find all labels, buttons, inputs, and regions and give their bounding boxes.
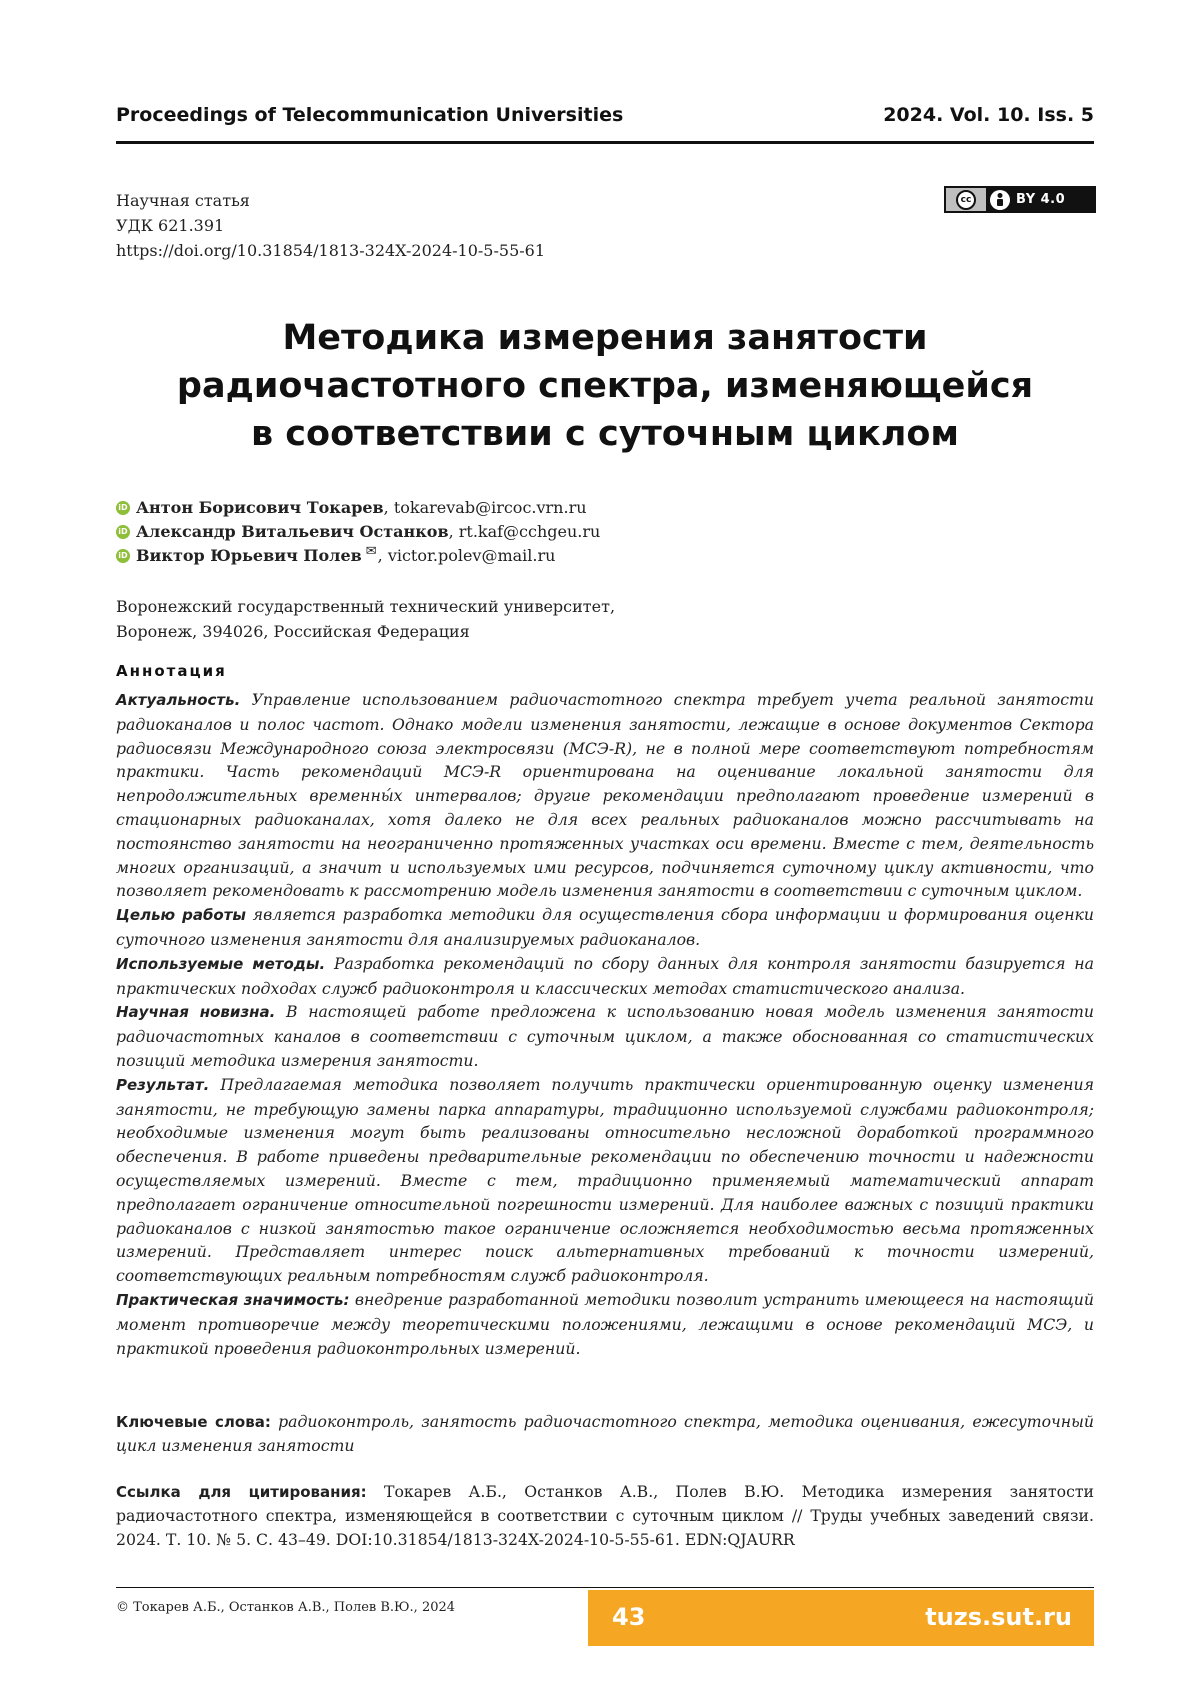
abstract-paragraph	[116, 1073, 1094, 1288]
abstract-text: Разработка рекомендаций по сбору данных для контроля занятости базируется на практических подходах служб радиоконтроля и классических методах статистического анализа.	[116, 953, 1094, 998]
keywords-label: Ключевые слова:	[116, 1413, 271, 1431]
header-divider	[116, 141, 1094, 144]
title-line: в соответствии с суточным циклом	[250, 414, 960, 454]
author-email[interactable]: victor.polev@mail.ru	[387, 546, 556, 565]
abstract-label: Целью работы	[116, 906, 246, 925]
cc-license-badge[interactable]	[944, 186, 1096, 213]
abstract-text: Управление использованием радиочастотного спектра требует учета реальной занятости радиоканалов и полос частот. Однако модели изменения занятости, лежащие в основе документов Сектора радиосвязи Международного союза электросвязи (МСЭ-R), не в полной мере соответствуют потребностям практики. Часть рекомендаций МСЭ-R ориентирована на оценивание локальной занятости для непродолжительных временны́х интервалов; другие рекомендации предполагают проведение измерений в стационарных радиоканалах, хотя далеко не для всех реальных радиоканалов можно рассчитывать на постоянство занятости на неограниченно протяженных участках оси времени. Вместе с тем, деятельность многих организаций, а значит и используемых ими ресурсов, подчиняется суточному циклу активности, что позволяет рекомендовать к рассмотрению модель изменения занятости в соответствии с суточным циклом.	[116, 690, 1094, 901]
abstract-paragraph	[116, 688, 1094, 903]
article-type: Научная статья	[116, 191, 250, 210]
abstract-label: Используемые методы.	[116, 954, 326, 973]
author-entry: iD Александр Витальевич Останков , rt.kaf@cchgeu.ru	[116, 520, 600, 544]
udc-code: УДК 621.391	[116, 216, 225, 235]
journal-issue: 2024. Vol. 10. Iss. 5	[883, 104, 1094, 126]
citation-label: Ссылка для цитирования:	[116, 1483, 367, 1501]
envelope-icon: ✉	[365, 544, 377, 559]
journal-name: Proceedings of Telecommunication Universities	[116, 104, 624, 126]
abstract-text: Предлагаемая методика позволяет получить практически ориентированную оценку изменения занятости, не требующую замены парка аппаратуры, традиционно используемой службами радиоконтроля; необходимые изменения могут быть реализованы относительно несложной доработкой программного обеспечения. В работе приведены предварительные рекомендации по обеспечению точности и надежности осуществляемых измерений. Вместе с тем, традиционно применяемый математический аппарат предполагает ограничение относительной погрешности измерений. Для наиболее важных с позиций практики радиоканалов с низкой занятостью такое ограничение осложняется необходимостью весьма протяженных измерений. Представляет интерес поиск альтернативных требований к точности измерений, соответствующих реальным потребностям служб радиоконтроля.	[116, 1074, 1094, 1286]
author-email[interactable]: tokarevab@ircoc.vrn.ru	[393, 498, 587, 517]
author-email[interactable]: rt.kaf@cchgeu.ru	[458, 522, 601, 541]
page-number: 43	[612, 1603, 646, 1631]
author-entry: iD Антон Борисович Токарев , tokarevab@ircoc.vrn.ru	[116, 496, 600, 520]
author-name: Антон Борисович Токарев	[136, 498, 384, 517]
affiliation	[116, 594, 615, 644]
keywords-text: радиоконтроль, занятость радиочастотного спектра, методика оценивания, ежесуточный цикл изменения занятости	[116, 1412, 1094, 1455]
abstract-paragraph	[116, 952, 1094, 1001]
abstract-body	[116, 688, 1094, 1360]
author-name: Александр Витальевич Останков	[136, 522, 449, 541]
author-name: Виктор Юрьевич Полев	[136, 546, 362, 565]
title-line: радиочастотного спектра, изменяющейся	[176, 366, 1034, 406]
abstract-label: Актуальность.	[116, 691, 241, 709]
author-entry: iD Виктор Юрьевич Полев ✉ , victor.polev@mail.ru	[116, 544, 600, 568]
abstract-text: внедрение разработанной методики позволит устранить имеющееся на настоящий момент противоречие между теоретическими положениями, лежащими в основе рекомендаций МСЭ, и практикой проведения радиоконтрольных измерений.	[116, 1289, 1094, 1358]
title-line: Методика измерения занятости	[282, 318, 928, 358]
abstract-paragraph	[116, 903, 1094, 952]
abstract-heading: Аннотация	[116, 662, 227, 680]
journal-site-link[interactable]: tuzs.sut.ru	[925, 1603, 1072, 1631]
abstract-label: Результат.	[116, 1075, 210, 1094]
abstract-text: В настоящей работе предложена к использованию новая модель изменения занятости радиочастотных каналов в соответствии с суточным циклом, а также обоснованная со статистических позиций методика измерения занятости.	[116, 1002, 1094, 1070]
cc-logo	[946, 188, 986, 211]
affiliation-line: Воронежский государственный технический университет,	[116, 597, 616, 616]
citation	[116, 1480, 1094, 1552]
running-header	[116, 104, 1094, 138]
orcid-icon[interactable]: iD	[116, 501, 130, 515]
copyright-notice: © Токарев А.Б., Останков А.В., Полев В.Ю., 2024	[116, 1600, 456, 1615]
affiliation-line: Воронеж, 394026, Российская Федерация	[116, 622, 470, 641]
attribution-icon	[990, 190, 1010, 210]
article-title	[116, 314, 1094, 458]
abstract-label: Научная новизна.	[116, 1003, 276, 1022]
cc-icon: cc	[956, 190, 976, 210]
orcid-icon[interactable]: iD	[116, 525, 130, 539]
citation-text: Токарев А.Б., Останков А.В., Полев В.Ю. Методика измерения занятости радиочастотного спектра, изменяющейся в соответствии с суточным циклом // Труды учебных заведений связи. 2024. Т. 10. № 5. С. 43–49. DOI:10.31854/1813-324X-2024-10-5-55-61. EDN:QJAURR	[116, 1482, 1094, 1549]
keywords	[116, 1410, 1094, 1458]
article-meta	[116, 188, 545, 263]
abstract-text: является разработка методики для осуществления сбора информации и формирования оценки суточного изменения занятости для анализируемых радиоканалов.	[116, 905, 1094, 949]
footer-divider	[116, 1587, 1094, 1588]
author-list	[116, 496, 600, 568]
footer-band	[588, 1590, 1094, 1646]
abstract-label: Практическая значимость:	[116, 1290, 350, 1309]
abstract-paragraph	[116, 1000, 1094, 1072]
abstract-paragraph	[116, 1288, 1094, 1360]
orcid-icon[interactable]: iD	[116, 549, 130, 563]
doi-link[interactable]: https://doi.org/10.31854/1813-324X-2024-10-5-55-61	[116, 241, 546, 260]
license-label: BY 4.0	[1016, 192, 1066, 207]
